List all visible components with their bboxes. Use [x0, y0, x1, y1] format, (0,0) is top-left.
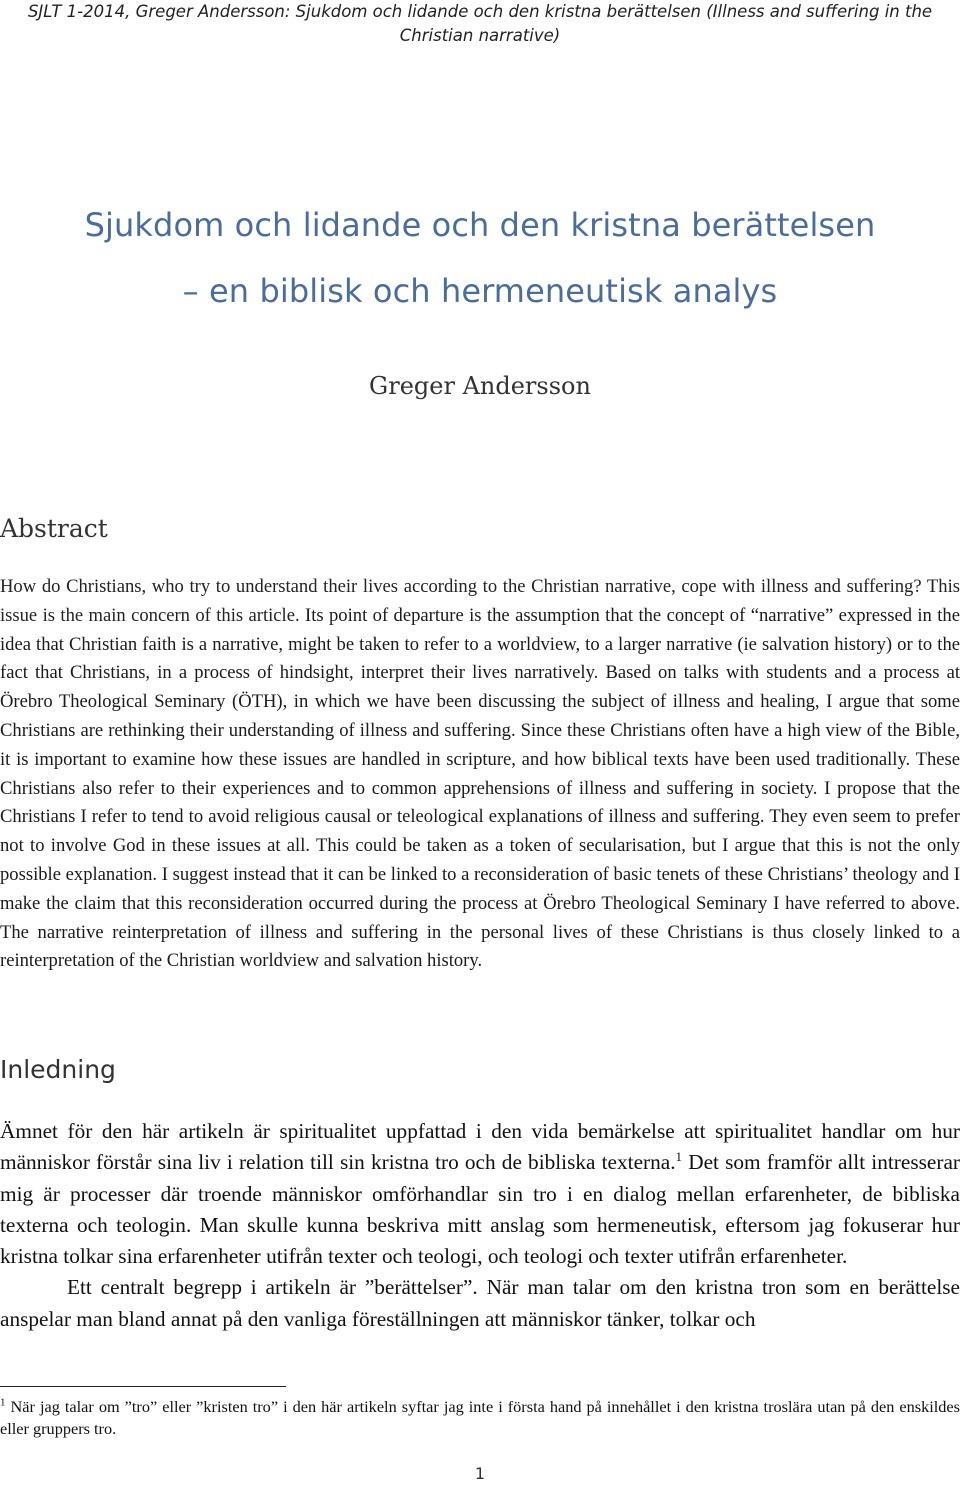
footnote-reference[interactable]: 1 [675, 1149, 683, 1165]
footnote-text: När jag talar om ”tro” eller ”kristen tro” i den här artikeln syftar jag inte i första hand på innehållet i den kristna troslära utan på den enskildes eller gruppers tro. [0, 1397, 960, 1438]
abstract-heading: Abstract [0, 514, 108, 543]
article-subtitle: – en biblisk och hermeneutisk analys [182, 272, 778, 310]
footnote-divider [0, 1386, 286, 1387]
abstract-lead: How do Christians, who try to understand their lives according to the Christian narrative, cope with illness and suffering? This issue is the main concern of this article. [0, 576, 960, 626]
author-name: Greger Andersson [369, 372, 591, 400]
footnote [0, 1396, 960, 1440]
abstract-body: Its point of departure is the assumption that the concept of “narrative” expressed in the idea that Christian faith is a narrative, might be taken to refer to a worldview, to a larger narrative (ie salvation history) or to the fact that Christians, in a process of hindsight, interpret their lives narratively. Based on talks with students and a process at Örebro Theological Seminary (ÖTH), in which we have been discussing the subject of illness and healing, I argue that some Christians are rethinking their understanding of illness and suffering. Since these Christians often have a high view of the Bible, it is important to examine how these issues are handled in scripture, and how biblical texts have been used traditionally. These Christians also refer to their experiences and to common apprehensions of illness and suffering in society. I propose that the Christians I refer to tend to avoid religious causal or teleological explanations of illness and suffering. They even seem to prefer not to involve God in these issues at all. This could be taken as a token of secularisation, but I argue that this is not the only possible explanation. I suggest instead that it can be linked to a reconsideration of basic tenets of these Christians’ theology and I make the claim that this reconsideration occurred during the process at Örebro Theological Seminary I have referred to above. The narrative reinterpretation of illness and suffering in the personal lives of these Christians is thus closely linked to a reinterpretation of the Christian worldview and salvation history. [0, 604, 960, 972]
article-title: Sjukdom och lidande och den kristna berättelsen [84, 206, 876, 244]
section-heading-inledning: Inledning [0, 1055, 116, 1084]
running-header: SJLT 1-2014, Greger Andersson: Sjukdom och lidande och den kristna berättelsen (Illness and suffering in the Christian narrative) [27, 2, 933, 45]
introduction-body [0, 1116, 960, 1335]
footnote-number: 1 [0, 1396, 6, 1409]
introduction-paragraph-1 [0, 1116, 960, 1272]
page-number: 1 [474, 1464, 486, 1483]
introduction-paragraph-2: Ett centralt begrepp i artikeln är ”berättelser”. När man talar om den kristna tron som en berättelse anspelar man bland annat på den vanliga föreställningen att människor tänker, tolkar och [0, 1275, 960, 1331]
paragraph-text: Ämnet för den här artikeln är spiritualitet uppfattad i den vida bemärkelse att spiritualitet handlar om hur människor förstår sina liv i relation till sin kristna tro och de bibliska texterna. [0, 1119, 960, 1175]
paragraph-text: Det som framför allt intresserar mig är processer där troende människor omförhandlar sin tro i en dialog mellan erfarenheter, de bibliska texterna och teologin. Man skulle kunna beskriva mitt anslag som hermeneutisk, eftersom jag fokuserar hur kristna tolkar sina erfarenheter utifrån texter och teologi, och teologi och texter utifrån erfarenheter. [0, 1150, 960, 1269]
abstract-paragraph [0, 573, 960, 976]
